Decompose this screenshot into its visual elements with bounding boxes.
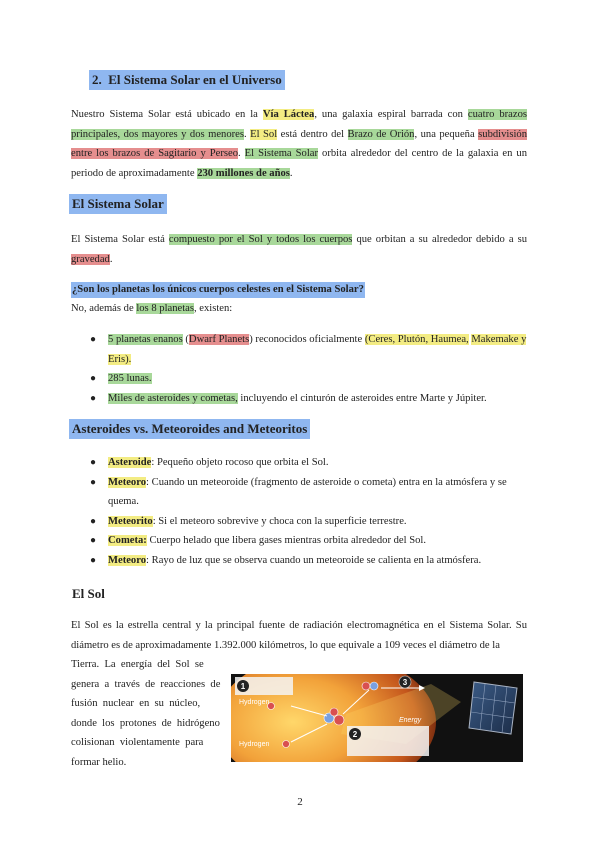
list-item (90, 330, 530, 369)
sistema-solar-paragraph (71, 230, 527, 269)
section-title: El Sistema Solar en el Universo (108, 72, 282, 87)
svg-text:2: 2 (352, 730, 358, 739)
highlight-asteroides-cometas: Miles de asteroides y cometas, (108, 392, 238, 404)
highlight-via-lactea: Vía Láctea (262, 109, 315, 120)
solar-panel-icon (469, 682, 517, 734)
nuclear-fusion-figure (231, 674, 523, 762)
definition-item (90, 453, 530, 473)
definition-term: Cometa: (108, 535, 147, 546)
text: , una galaxia espiral barrada con (314, 109, 468, 120)
bullet-icon: ● (90, 392, 97, 404)
bullet-icon: ● (90, 334, 97, 345)
bullet-icon: ● (90, 515, 97, 527)
definition-term: Meteorito (108, 515, 153, 527)
definitions-list (90, 453, 530, 570)
section-heading (89, 70, 285, 90)
sistema-solar-heading: El Sistema Solar (69, 194, 167, 214)
highlight-el-sol: El Sol (250, 128, 278, 140)
bullet-icon: ● (90, 535, 97, 546)
asteroides-heading: Asteroides vs. Meteoroides and Meteoritos (69, 419, 310, 439)
celestial-bodies-list (90, 330, 530, 408)
text: Nuestro Sistema Solar está ubicado en la (71, 109, 263, 120)
text: . (238, 148, 245, 159)
el-sol-text-line: colisionan violentamente para (71, 737, 204, 748)
bullet-icon: ● (90, 476, 97, 488)
bullet-icon: ● (90, 457, 97, 468)
definition-text: : Cuando un meteoroide (fragmento de asteroide o cometa) entra en la atmósfera y se quema. (108, 476, 507, 507)
highlight-ceres: (Ceres, Plutón, Haumea, (364, 334, 469, 345)
svg-text:3: 3 (402, 678, 408, 687)
planetas-intro (71, 299, 527, 319)
fusion-illustration (231, 674, 523, 762)
definition-term: Meteoro (108, 554, 147, 566)
text: , existen: (193, 303, 233, 314)
definition-text: : Pequeño objeto rocoso que orbita el Sol. (151, 457, 329, 468)
planetas-question: ¿Son los planetas los únicos cuerpos celestes en el Sistema Solar? (71, 282, 365, 298)
intro-paragraph (71, 105, 527, 183)
definition-text: : Rayo de luz que se observa cuando un meteoroide se calienta en la atmósfera. (146, 554, 482, 566)
bullet-icon: ● (90, 554, 97, 566)
text: incluyendo el cinturón de asteroides entre Marte y Júpiter. (237, 392, 487, 404)
highlight-sistema-solar: El Sistema Solar (244, 148, 319, 159)
step-2-badge (347, 726, 429, 756)
highlight-brazos-principales: principales, dos mayores y dos menores (71, 128, 244, 140)
text: que orbitan a su alrededor debido a su (352, 234, 527, 245)
definition-item (90, 512, 530, 532)
highlight-cuatro-brazos: cuatro brazos (467, 109, 528, 120)
text: orbita alrededor del centro de la galaxia en un periodo de aproximadamente (71, 148, 528, 179)
text: El Sistema Solar está (71, 234, 169, 245)
highlight-subdivision: subdivisión entre los brazos de Sagitario y Perseo (71, 128, 528, 159)
highlight-makemake: Makemake y Eris). (108, 334, 527, 365)
list-item (90, 389, 530, 409)
highlight-brazo-orion: Brazo de Orión (347, 128, 415, 140)
highlight-dwarf-planets: Dwarf Planets (188, 334, 250, 345)
list-item (90, 369, 530, 389)
text: ( (182, 334, 189, 345)
definition-text: : Si el meteoro sobrevive y choca con la superficie terrestre. (152, 515, 407, 527)
hydrogen-label: Hydrogen (239, 699, 270, 706)
section-number: 2. (92, 72, 102, 87)
definition-item (90, 531, 530, 551)
el-sol-text-line: fusión nuclear en su núcleo, (71, 698, 201, 709)
definition-term: Meteoro (108, 476, 147, 488)
hydrogen-label: Hydrogen (239, 741, 270, 748)
text: No, además de (71, 303, 137, 314)
highlight-lunas: 285 lunas. (108, 373, 152, 384)
highlight-gravedad: gravedad (71, 253, 110, 265)
definition-item (90, 473, 530, 512)
definition-text: Cuerpo helado que libera gases mientras orbita alrededor del Sol. (146, 535, 427, 546)
definition-item (90, 551, 530, 571)
text: . (289, 167, 293, 179)
highlight-230-millones: 230 millones de años (197, 167, 290, 179)
svg-text:1: 1 (240, 682, 246, 691)
el-sol-paragraph: El Sol es la estrella central y la principal fuente de radiación electromagnética en el Sistema Solar. Su diámetro es de aproximadamente 1.392.000 kilómetros, lo que equivale a 109 veces el diámetro de la (71, 620, 527, 651)
text: . (109, 253, 113, 265)
el-sol-heading: El Sol (72, 586, 105, 601)
step-3-badge (399, 676, 411, 688)
definition-term: Asteroide (108, 457, 152, 468)
text: , una pequeña (414, 128, 475, 140)
energy-label: Energy (399, 717, 422, 724)
el-sol-text-line: formar helio. (71, 756, 127, 768)
highlight-compuesto: compuesto por el Sol y todos los cuerpos (168, 234, 353, 245)
el-sol-wrap-text (71, 655, 221, 772)
step-1-badge (235, 677, 293, 695)
el-sol-text-line: Tierra. La energía del Sol se (71, 659, 204, 670)
bullet-icon: ● (90, 373, 97, 384)
el-sol-text-line: donde los protones de hidrógeno (71, 717, 220, 729)
text: . (244, 128, 251, 140)
page-number: 2 (297, 796, 303, 808)
text: ) reconocidos oficialmente (249, 334, 365, 345)
highlight-planetas-enanos: 5 planetas enanos (108, 334, 183, 345)
text: está dentro del (277, 128, 348, 140)
highlight-8-planetas: los 8 planetas (136, 303, 194, 314)
el-sol-text-line: genera a través de reacciones de (71, 678, 221, 690)
